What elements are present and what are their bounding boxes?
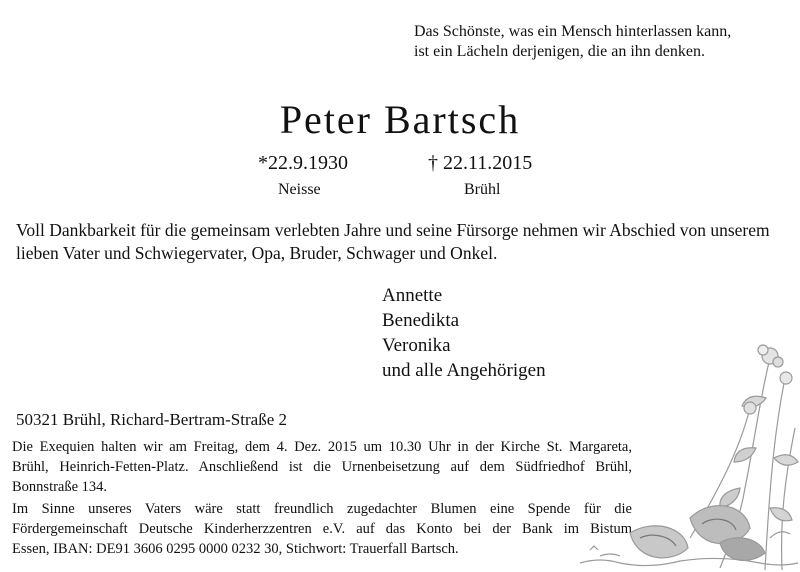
funeral-info-line-3: Bonnstraße 134.: [12, 479, 108, 495]
funeral-info: [12, 437, 632, 497]
mourner-name: Benedikta: [382, 310, 460, 331]
quote-line-1: Das Schönste, was ein Mensch hinterlassen kann,: [414, 23, 732, 40]
address: 50321 Brühl, Richard-Bertram-Straße 2: [16, 410, 287, 429]
donation-info-line-1: Im Sinne unseres Vaters wäre statt freundlich zugedachter Blumen eine Spende für die: [12, 501, 632, 517]
donation-info-line-3: Essen, IBAN: DE91 3606 0295 0000 0232 30, Stichwort: Trauerfall Bartsch.: [12, 541, 459, 557]
funeral-info-line-1: Die Exequien halten wir am Freitag, dem 4. Dez. 2015 um 10.30 Uhr in der Kirche St. Margareta,: [12, 439, 632, 455]
mourner-name: Veronika: [382, 335, 451, 356]
announcement-line-1: Voll Dankbarkeit für die gemeinsam verlebten Jahre und seine Fürsorge nehmen wir Abschied von unserem: [16, 220, 770, 240]
birth-date: *22.9.1930: [258, 152, 348, 174]
announcement-line-2: lieben Vater und Schwiegervater, Opa, Bruder, Schwager und Onkel.: [16, 243, 498, 263]
mourner-name: Annette: [382, 285, 443, 306]
mourner-relatives: und alle Angehörigen: [382, 360, 546, 381]
donation-info-line-2: Fördergemeinschaft Deutsche Kinderherzzentren e.V. auf das Konto bei der Bank im Bistum: [12, 521, 632, 537]
deceased-name: Peter Bartsch: [279, 97, 521, 142]
quote-line-2: ist ein Lächeln derjenigen, die an ihn denken.: [414, 43, 706, 60]
flower-illustration-icon: [570, 338, 800, 572]
death-place: Brühl: [464, 181, 501, 198]
birth-place: Neisse: [278, 181, 321, 198]
funeral-info-line-2: Brühl, Heinrich-Fetten-Platz. Anschließend ist die Urnenbeisetzung auf dem Südfriedhof Brühl,: [12, 459, 632, 475]
donation-info: [12, 499, 632, 559]
death-date: † 22.11.2015: [428, 152, 533, 174]
